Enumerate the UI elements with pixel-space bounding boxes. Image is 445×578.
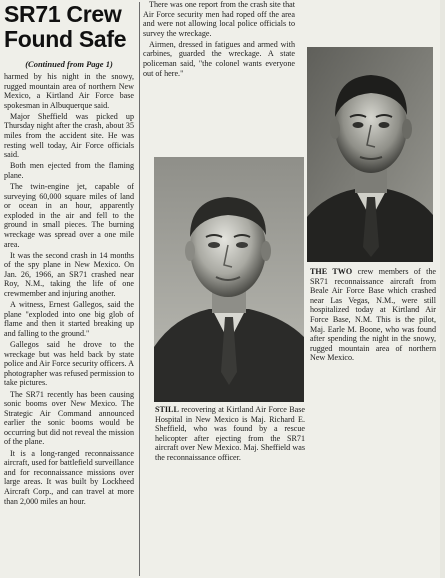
page-edge bbox=[440, 0, 445, 578]
headline-line-2: Found Safe bbox=[4, 26, 127, 52]
photo-boone bbox=[307, 47, 433, 262]
paragraph: Airmen, dressed in fatigues and armed with carbines, guarded the wreckage. A state policeman said, "the colonel wants everyone out of here." bbox=[143, 39, 295, 78]
article-column-left bbox=[4, 72, 134, 575]
paragraph: The twin-engine jet, capable of surveying 60,000 square miles of land or ocean in an hour, apparently exploded in the air and fell to the ground in small pieces. The burning wreckage was spread over a one mile area. bbox=[4, 182, 134, 249]
photo-caption-sheffield bbox=[155, 405, 305, 463]
headline bbox=[4, 2, 134, 52]
continued-note: (Continued from Page 1) bbox=[25, 59, 113, 69]
paragraph: A witness, Ernest Gallegos, said the plane "exploded into one big glob of flame and then it started breaking up and falling to the ground." bbox=[4, 300, 134, 338]
caption-lead: THE TWO bbox=[310, 267, 353, 276]
caption-lead: STILL bbox=[155, 405, 179, 414]
column-divider bbox=[139, 2, 140, 576]
paragraph: There was one report from the crash site that Air Force security men had roped off the area and were not allowing local police officials to survey the wreckage. bbox=[143, 0, 295, 38]
paragraph: Gallegos said he drove to the wreckage but was held back by state police and Air Force security officers. A photographer was refused permission to take pictures. bbox=[4, 340, 134, 388]
article-column-right bbox=[143, 0, 295, 103]
photo-sheffield bbox=[154, 157, 304, 402]
paragraph: It was the second crash in 14 months of the spy plane in New Mexico. On Jan. 26, 1966, an SR71 crashed near Roy, N.M., taking the life of one crewmember and injuring another. bbox=[4, 250, 134, 299]
photo-caption-boone bbox=[310, 267, 436, 363]
caption-text: recovering at Kirtland Air Force Base Hospital in New Mexico is Maj. Richard E. Sheffield, who was found by a rescue helicopter after ejecting from the SR71 aircraft over New Mexico. Maj. Sheffield was the reconnaissance officer. bbox=[155, 405, 305, 462]
paragraph: Major Sheffield was picked up Thursday night after the crash, about 35 miles from the accident site. He was resting well today, Air Force officials said. bbox=[4, 111, 134, 160]
caption-text: crew members of the SR71 reconnaissance aircraft from Beale Air Force Base which crashed near Las Vegas, N.M., were still hospitalized today at Kirtland Air Force Base, N.M. This is the pilot, Maj. Earle M. Boone, who was found after spending the night in the snowy, rugged mountain area of northern New Mexico. bbox=[310, 267, 436, 363]
paragraph: Both men ejected from the flaming plane. bbox=[4, 161, 134, 180]
paragraph: harmed by his night in the snowy, rugged mountain area of northern New Mexico, a Kirtland Air Force base spokesman in Albuquerque said. bbox=[4, 72, 134, 110]
headline-line-1: SR71 Crew bbox=[4, 1, 122, 27]
paragraph: The SR71 recently has been causing sonic booms over New Mexico. The Strategic Air Command announced earlier the sonic booms would be occurring but did not reveal the mission of the plane. bbox=[4, 389, 134, 447]
paragraph: It is a long-ranged reconnaissance aircraft, used for battlefield surveillance and for reconnaissance missions over large areas. It was built by Lockheed Aircraft Corp., and can travel at more than 2,000 miles an hour. bbox=[4, 448, 134, 506]
